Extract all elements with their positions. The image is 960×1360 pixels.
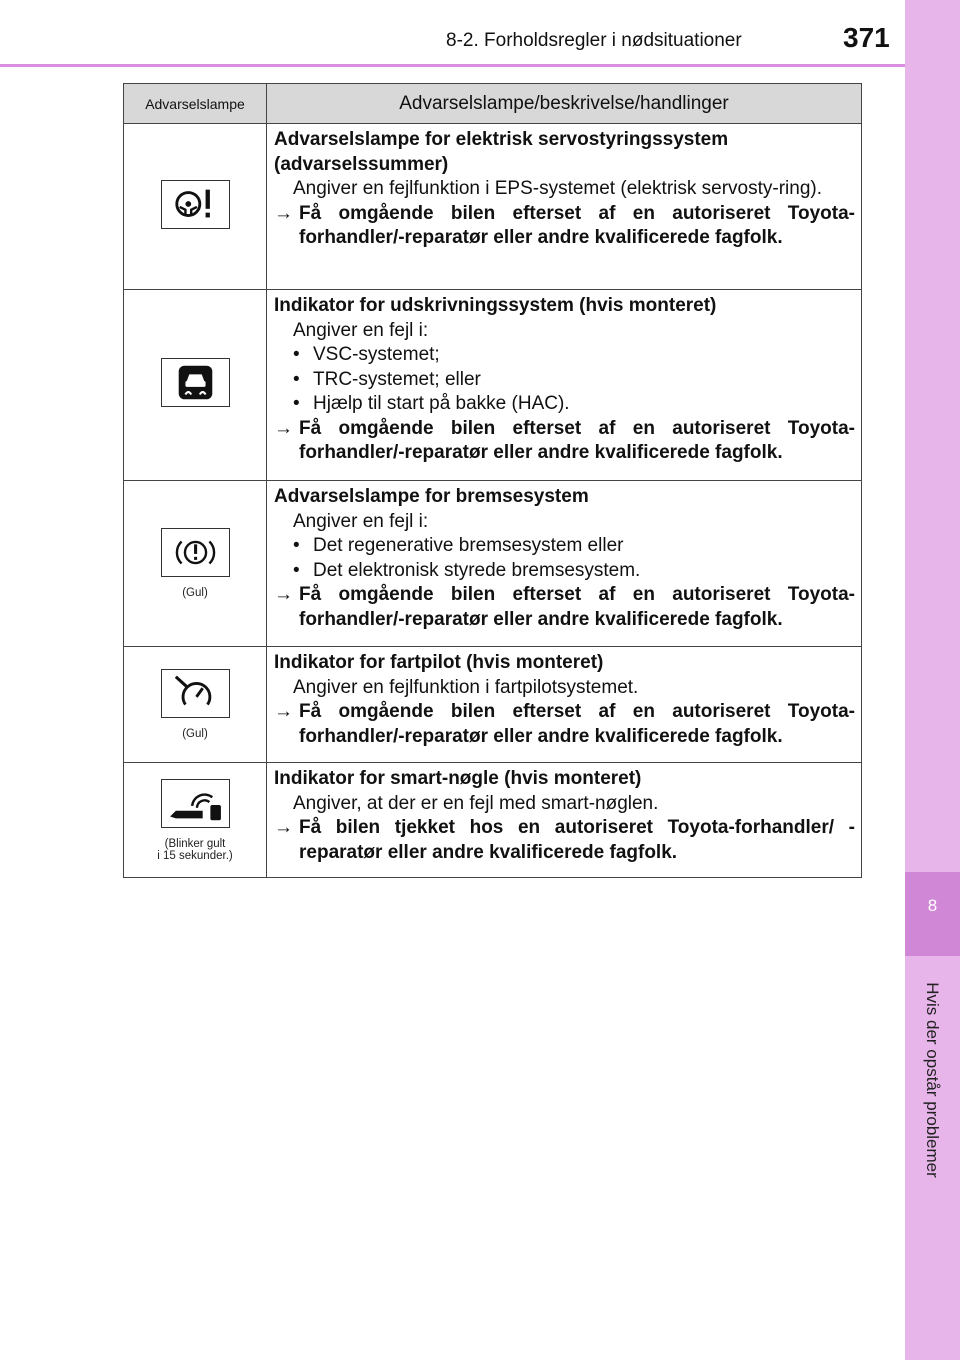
table-row xyxy=(124,481,862,647)
row-action: → Få omgående bilen efterset af en autoriseret Toyota-forhandler/-reparatør eller andre kvalificerede fagfolk. xyxy=(274,417,855,463)
row-description: Angiver, at der er en fejl med smart-nøglen. xyxy=(293,792,659,814)
row-description: Angiver en fejl i: xyxy=(293,510,429,532)
table-row xyxy=(124,647,862,763)
list-item: • TRC-systemet; eller xyxy=(293,368,481,390)
row-title: Indikator for smart-nøgle (hvis monteret) xyxy=(274,768,642,789)
section-title: 8-2. Forholdsregler i nødsituationer xyxy=(446,30,742,51)
list-item: • Det elektronisk styrede bremsesystem. xyxy=(293,559,641,581)
list-item: • Hjælp til start på bakke (HAC). xyxy=(293,393,570,414)
arrow-icon: → xyxy=(274,202,293,224)
row-description: Angiver en fejlfunktion i EPS-systemet (elektrisk servosty-ring). xyxy=(293,178,823,199)
list-item: • Det regenerative bremsesystem eller xyxy=(293,535,624,556)
table-row xyxy=(124,763,862,878)
row-description: Angiver en fejlfunktion i fartpilotsystemet. xyxy=(293,676,639,698)
row-title: Indikator for udskrivningssystem (hvis monteret) xyxy=(274,295,717,316)
row-title: Indikator for fartpilot (hvis monteret) xyxy=(274,652,604,673)
table-row xyxy=(124,124,862,290)
list-item: • VSC-systemet; xyxy=(293,344,440,365)
chapter-number: 8 xyxy=(927,896,938,915)
row-title: Advarselslampe for elektrisk servostyringssystem (advarselssummer) xyxy=(274,129,729,175)
row-title: Advarselslampe for bremsesystem xyxy=(274,486,589,507)
arrow-icon: → xyxy=(274,417,293,439)
header-divider xyxy=(0,64,905,67)
row-action: → Få bilen tjekket hos en autoriseret Toyota-forhandler/ -reparatør eller andre kvalificerede fagfolk. xyxy=(274,817,855,863)
row-description: Angiver en fejl i: xyxy=(293,319,429,341)
arrow-icon: → xyxy=(274,701,293,722)
icon-caption: (Gul) xyxy=(182,728,208,740)
row-action: → Få omgående bilen efterset af en autoriseret Toyota-forhandler/-reparatør eller andre kvalificerede fagfolk. xyxy=(274,202,855,248)
table-row xyxy=(124,290,862,481)
warning-lights-table xyxy=(123,83,862,878)
table-header-row xyxy=(124,84,862,124)
icon-caption: (Blinker gult i 15 sekunder.) xyxy=(157,837,233,862)
row-action: → Få omgående bilen efterset af en autoriseret Toyota-forhandler/-reparatør eller andre kvalificerede fagfolk. xyxy=(274,584,855,630)
icon-caption: (Gul) xyxy=(182,587,208,599)
row-action: → Få omgående bilen efterset af en autoriseret Toyota-forhandler/-reparatør eller andre kvalificerede fagfolk. xyxy=(274,701,855,747)
smart-key-indicator-icon xyxy=(161,779,230,828)
power-steering-warning-icon xyxy=(161,180,230,229)
col-header-description: Advarselslampe/beskrivelse/handlinger xyxy=(267,84,862,124)
page-number: 371 xyxy=(843,22,890,53)
col-header-lamp: Advarselslampe xyxy=(124,84,267,124)
arrow-icon: → xyxy=(274,584,293,605)
arrow-icon: → xyxy=(274,817,293,838)
slip-indicator-icon xyxy=(161,358,230,407)
brake-system-warning-icon xyxy=(161,528,230,577)
chapter-title: Hvis der opstår problemer xyxy=(923,982,942,1178)
cruise-control-indicator-icon xyxy=(161,669,230,718)
